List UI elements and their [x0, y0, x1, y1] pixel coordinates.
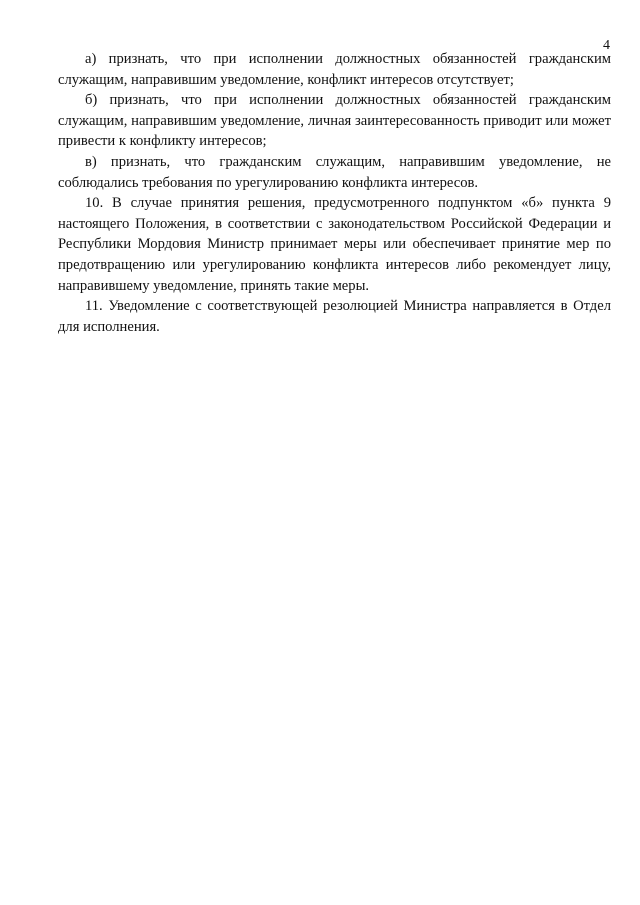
paragraph-decision-c: в) признать, что гражданским служащим, направившим уведомление, не соблюдались требования по урегулированию конфликта интересов. — [58, 153, 611, 191]
document-body — [58, 49, 611, 337]
paragraph-decision-b: б) признать, что при исполнении должностных обязанностей гражданским служащим, направившим уведомление, личная заинтересованность приводит или может привести к конфликту интересов; — [58, 92, 611, 150]
paragraph-decision-a: а) признать, что при исполнении должностных обязанностей гражданским служащим, направившим уведомление, конфликт интересов отсутствует; — [58, 51, 611, 88]
paragraph-item-11: 11. Уведомление с соответствующей резолюцией Министра направляется в Отдел для исполнения. — [58, 298, 611, 335]
paragraph-item-10: 10. В случае принятия решения, предусмотренного подпунктом «б» пункта 9 настоящего Положения, в соответствии с законодательством Российской Федерации и Республики Мордовия Министр принимает меры или обеспечивает принятие мер по предотвращению или урегулированию конфликта интересов либо рекомендует лицу, направившему уведомление, принять такие меры. — [58, 195, 611, 294]
page-number: 4 — [603, 38, 610, 53]
